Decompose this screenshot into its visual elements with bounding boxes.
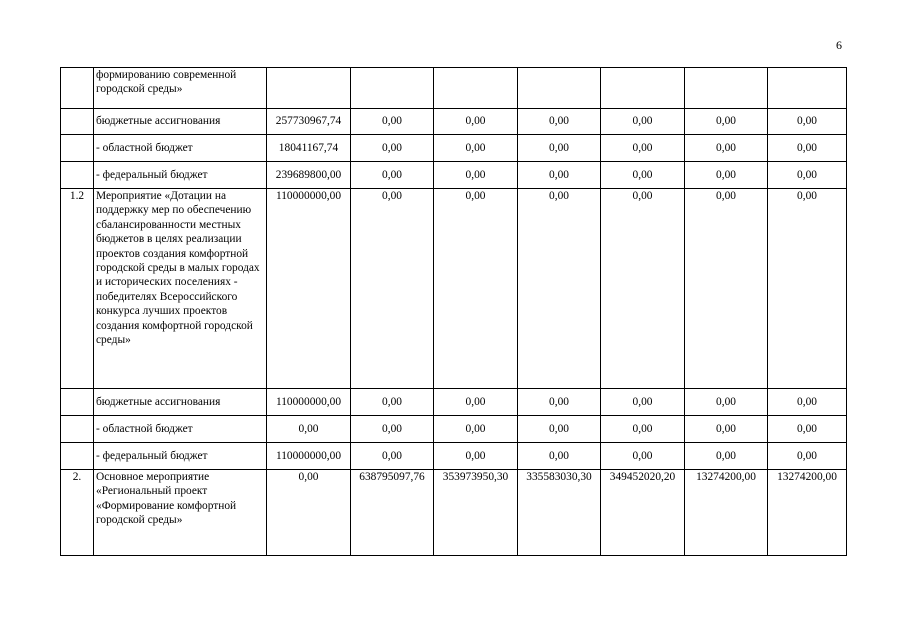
table-row xyxy=(61,470,847,556)
cell-value xyxy=(601,68,685,109)
cell-value: 0,00 xyxy=(685,162,768,189)
cell-value: 0,00 xyxy=(768,443,847,470)
row-number xyxy=(61,109,94,135)
cell-value: 0,00 xyxy=(518,189,601,389)
row-name: - федеральный бюджет xyxy=(94,162,267,189)
cell-value: 0,00 xyxy=(518,162,601,189)
cell-value: 0,00 xyxy=(685,389,768,416)
cell-value: 110000000,00 xyxy=(267,189,351,389)
row-name: - федеральный бюджет xyxy=(94,443,267,470)
cell-value: 335583030,30 xyxy=(518,470,601,556)
row-name: бюджетные ассигнования xyxy=(94,109,267,135)
cell-value: 13274200,00 xyxy=(685,470,768,556)
cell-value: 0,00 xyxy=(518,443,601,470)
cell-value: 239689800,00 xyxy=(267,162,351,189)
cell-value xyxy=(267,68,351,109)
cell-value: 0,00 xyxy=(601,389,685,416)
cell-value: 0,00 xyxy=(518,135,601,162)
cell-value: 0,00 xyxy=(601,416,685,443)
budget-table xyxy=(60,67,847,556)
cell-value: 0,00 xyxy=(351,389,434,416)
cell-value: 638795097,76 xyxy=(351,470,434,556)
cell-value: 0,00 xyxy=(267,470,351,556)
cell-value xyxy=(685,68,768,109)
cell-value xyxy=(518,68,601,109)
cell-value: 0,00 xyxy=(518,109,601,135)
cell-value: 0,00 xyxy=(518,389,601,416)
cell-value: 0,00 xyxy=(351,443,434,470)
table-row xyxy=(61,443,847,470)
cell-value: 0,00 xyxy=(351,109,434,135)
cell-value: 353973950,30 xyxy=(434,470,518,556)
cell-value: 0,00 xyxy=(685,443,768,470)
cell-value xyxy=(434,68,518,109)
cell-value: 18041167,74 xyxy=(267,135,351,162)
row-name: - областной бюджет xyxy=(94,416,267,443)
table-row xyxy=(61,162,847,189)
cell-value: 0,00 xyxy=(768,389,847,416)
cell-value: 0,00 xyxy=(351,416,434,443)
cell-value: 0,00 xyxy=(351,162,434,189)
cell-value: 0,00 xyxy=(434,189,518,389)
row-name: Мероприятие «Дотации на поддержку мер по обеспечению сбалансированности местных бюджетов в целях реализации проектов создания комфортной городской среды в малых городах и исторических поселениях - победителях Всероссийского конкурса лучших проектов создания комфортной городской среды» xyxy=(94,189,267,389)
table-row xyxy=(61,416,847,443)
row-number: 2. xyxy=(61,470,94,556)
cell-value: 257730967,74 xyxy=(267,109,351,135)
table-row xyxy=(61,68,847,109)
cell-value: 0,00 xyxy=(601,162,685,189)
cell-value: 0,00 xyxy=(434,135,518,162)
table-row xyxy=(61,135,847,162)
cell-value: 0,00 xyxy=(685,189,768,389)
cell-value: 0,00 xyxy=(601,443,685,470)
cell-value: 0,00 xyxy=(768,162,847,189)
cell-value: 0,00 xyxy=(518,416,601,443)
row-number xyxy=(61,416,94,443)
table-row xyxy=(61,189,847,389)
cell-value: 0,00 xyxy=(601,109,685,135)
row-name: - областной бюджет xyxy=(94,135,267,162)
cell-value: 0,00 xyxy=(685,416,768,443)
cell-value: 0,00 xyxy=(434,389,518,416)
cell-value: 0,00 xyxy=(685,135,768,162)
cell-value: 0,00 xyxy=(351,189,434,389)
cell-value: 0,00 xyxy=(434,443,518,470)
row-number xyxy=(61,135,94,162)
cell-value: 110000000,00 xyxy=(267,389,351,416)
row-number xyxy=(61,443,94,470)
cell-value: 110000000,00 xyxy=(267,443,351,470)
cell-value: 13274200,00 xyxy=(768,470,847,556)
cell-value: 0,00 xyxy=(601,135,685,162)
cell-value: 0,00 xyxy=(434,416,518,443)
cell-value: 0,00 xyxy=(768,135,847,162)
cell-value: 0,00 xyxy=(601,189,685,389)
page-number: 6 xyxy=(836,38,842,52)
row-number: 1.2 xyxy=(61,189,94,389)
row-name: Основное мероприятие «Региональный проект «Формирование комфортной городской среды» xyxy=(94,470,267,556)
cell-value: 0,00 xyxy=(685,109,768,135)
cell-value: 0,00 xyxy=(267,416,351,443)
cell-value: 0,00 xyxy=(768,416,847,443)
cell-value xyxy=(351,68,434,109)
table-row xyxy=(61,389,847,416)
cell-value: 0,00 xyxy=(351,135,434,162)
row-number xyxy=(61,389,94,416)
row-number xyxy=(61,162,94,189)
table-row xyxy=(61,109,847,135)
cell-value: 0,00 xyxy=(434,109,518,135)
row-name: бюджетные ассигнования xyxy=(94,389,267,416)
cell-value: 0,00 xyxy=(768,109,847,135)
cell-value xyxy=(768,68,847,109)
row-name: формированию современной городской среды» xyxy=(94,68,267,109)
cell-value: 349452020,20 xyxy=(601,470,685,556)
row-number xyxy=(61,68,94,109)
cell-value: 0,00 xyxy=(434,162,518,189)
cell-value: 0,00 xyxy=(768,189,847,389)
